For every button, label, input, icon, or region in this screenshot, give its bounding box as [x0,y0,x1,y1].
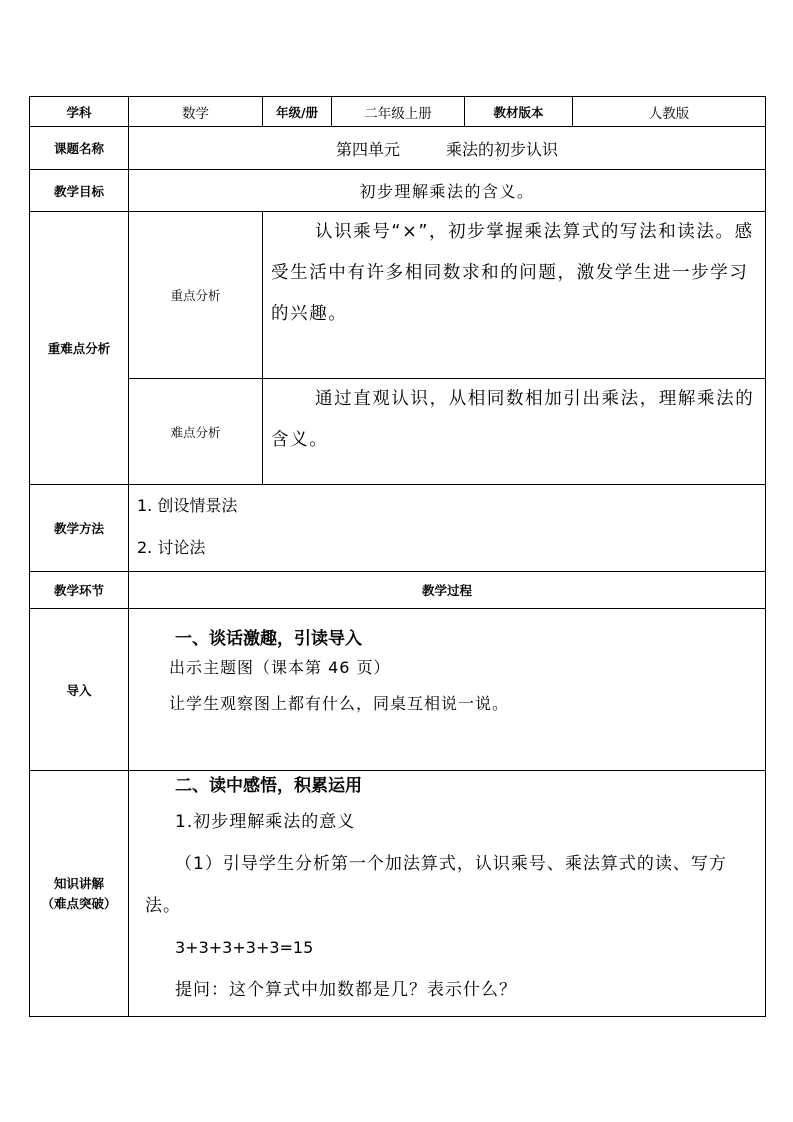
lesson-title-cell [129,127,766,170]
difficulty-label: 重难点分析 [30,212,129,485]
methods-label: 教学方法 [30,485,129,572]
process-header-row [30,572,766,609]
methods-row [30,485,766,572]
header-row [30,97,766,127]
intro-heading: 一、谈话激趣，引读导入 [175,629,362,649]
lesson-label: 课题名称 [30,127,129,170]
knowledge-label-line-2: （难点突破） [41,895,117,911]
equation: 3+3+3+3+3=15 [175,938,314,957]
lesson-title: 乘法的初步认识 [446,139,559,159]
grade-value: 二年级上册 [332,97,465,127]
knowledge-label [30,771,129,1017]
hard-point-label: 难点分析 [129,379,263,485]
hard-point-row [30,379,766,485]
intro-content [129,609,766,771]
goal-text: 初步理解乘法的含义。 [129,170,766,212]
method-item: 2. 讨论法 [137,538,206,557]
knowledge-point-1: 1.初步理解乘法的意义 [175,812,356,832]
lesson-row [30,127,766,170]
key-point-text: 认识乘号“×”，初步掌握乘法算式的写法和读法。感受生活中有许多相同数求和的问题，激发学生进一步学习的兴趣。 [263,212,766,379]
knowledge-content [129,771,766,1017]
grade-label: 年级/册 [263,97,332,127]
lesson-plan-table [29,96,766,1017]
knowledge-point-1-detail: （1）引导学生分析第一个加法算式，认识乘号、乘法算式的读、写方法。 [145,854,727,916]
subject-label: 学科 [30,97,129,127]
process-stage-label: 教学环节 [30,572,129,609]
intro-line-1: 出示主题图（课本第 46 页） [169,658,391,677]
knowledge-heading: 二、读中感悟，积累运用 [175,776,362,796]
knowledge-row [30,771,766,1017]
edition-label: 教材版本 [465,97,573,127]
intro-row [30,609,766,771]
method-item: 1. 创设情景法 [137,496,238,515]
intro-label: 导入 [30,609,129,771]
key-point-row [30,212,766,379]
key-point-label: 重点分析 [129,212,263,379]
goal-label: 教学目标 [30,170,129,212]
methods-list [129,485,766,572]
knowledge-question: 提问：这个算式中加数都是几？表示什么？ [175,980,517,1000]
unit-name: 第四单元 [335,139,400,159]
goal-row [30,170,766,212]
knowledge-label-line-1: 知识讲解 [53,875,104,891]
process-label: 教学过程 [129,572,766,609]
subject-value: 数学 [129,97,263,127]
hard-point-text: 通过直观认识，从相同数相加引出乘法，理解乘法的含义。 [263,379,766,485]
edition-value: 人教版 [573,97,766,127]
intro-line-2: 让学生观察图上都有什么，同桌互相说一说。 [169,694,510,713]
